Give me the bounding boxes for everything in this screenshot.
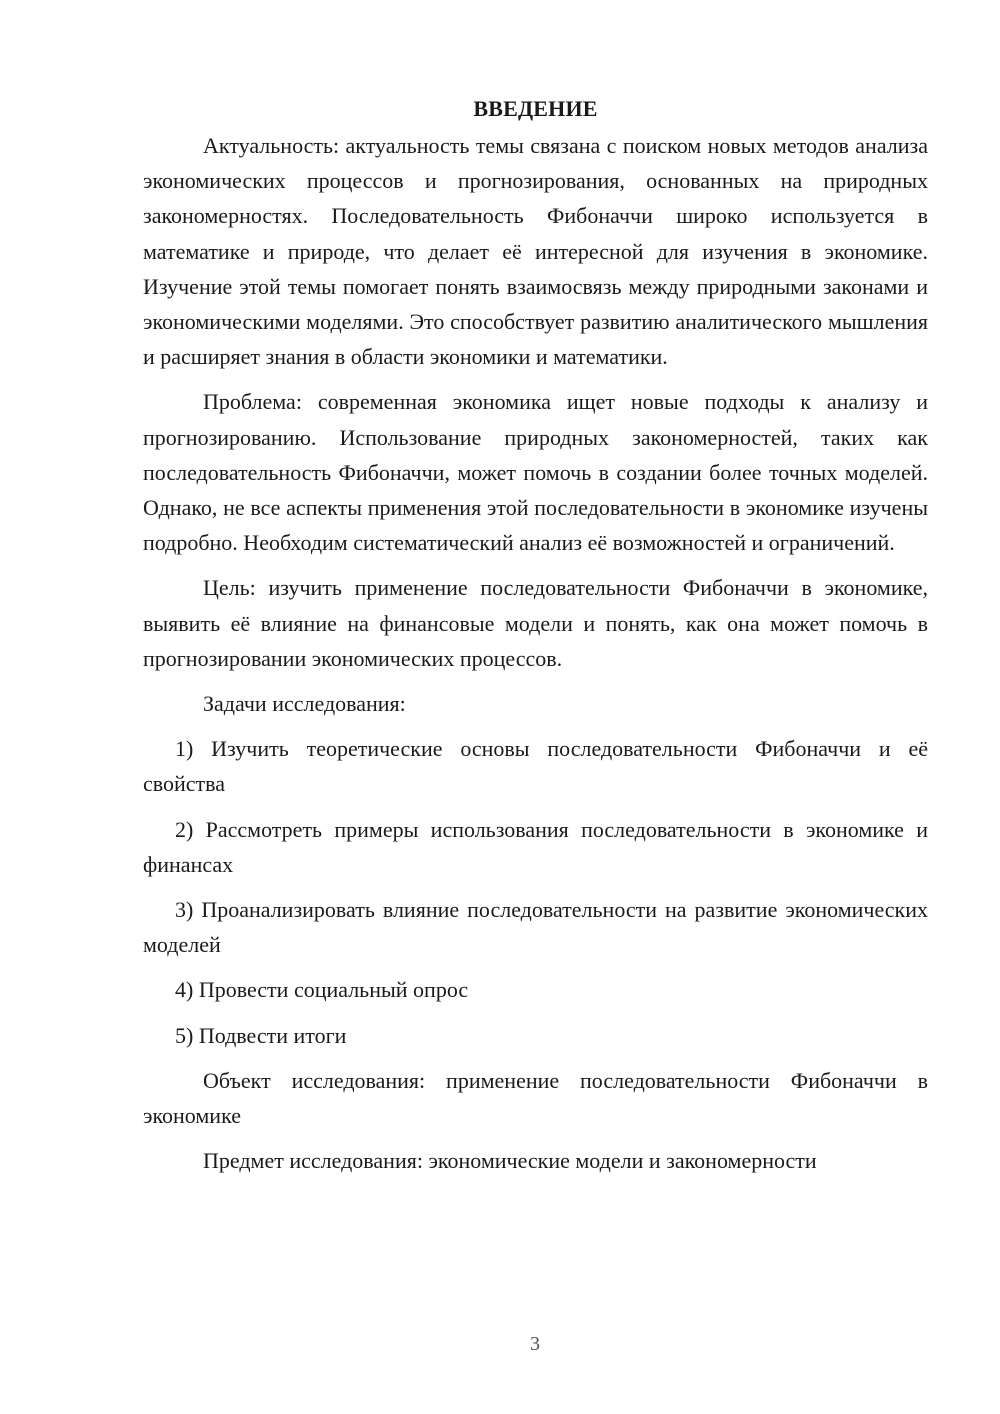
document-page [143, 94, 928, 1188]
paragraph-relevance: Актуальность: актуальность темы связана с поиском новых методов анализа экономических процессов и прогнозирования, основанных на природных закономерностях. Последовательность Фибоначчи широко используется в математике и природе, что делает её интересной для изучения в экономике. Изучение этой темы помогает понять взаимосвязь между природными законами и экономическими моделями. Это способствует развитию аналитического мышления и расширяет знания в области экономики и математики. [143, 133, 928, 370]
paragraph-problem: Проблема: современная экономика ищет новые подходы к анализу и прогнозированию. Использование природных закономерностей, таких как последовательность Фибоначчи, может помочь в создании более точных моделей. Однако, не все аспекты применения этой последовательности в экономике изучены подробно. Необходим систематический анализ её возможностей и ограничений. [143, 389, 928, 556]
section-title: ВВЕДЕНИЕ [473, 96, 598, 121]
task-item-1: 1) Изучить теоретические основы последовательности Фибоначчи и её свойства [143, 736, 928, 797]
task-item-4: 4) Провести социальный опрос [175, 977, 469, 1003]
task-item-5: 5) Подвести итоги [175, 1022, 347, 1048]
page-number: 3 [530, 1333, 540, 1355]
tasks-heading: Задачи исследования: [203, 691, 406, 717]
paragraph-subject: Предмет исследования: экономические модели и закономерности [203, 1148, 817, 1174]
task-item-3: 3) Проанализировать влияние последовательности на развитие экономических моделей [143, 897, 928, 958]
paragraph-goal: Цель: изучить применение последовательности Фибоначчи в экономике, выявить её влияние на финансовые модели и понять, как она может помочь в прогнозировании экономических процессов. [143, 575, 928, 671]
task-item-2: 2) Рассмотреть примеры использования последовательности в экономике и финансах [143, 816, 928, 877]
paragraph-object: Объект исследования: применение последовательности Фибоначчи в экономике [143, 1067, 928, 1129]
